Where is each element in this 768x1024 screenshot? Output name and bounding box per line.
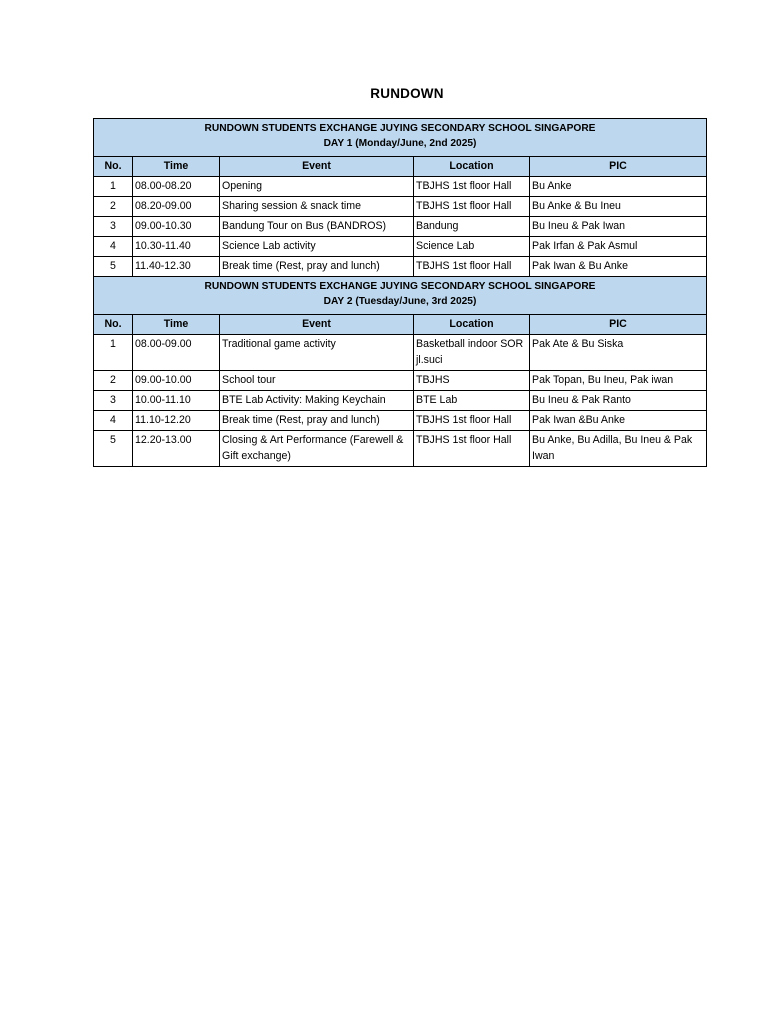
row-time: 10.00-11.10 <box>133 391 220 411</box>
row-no: 4 <box>94 411 133 431</box>
row-event: School tour <box>220 371 414 391</box>
row-location: TBJHS 1st floor Hall <box>414 411 530 431</box>
table-row <box>94 411 707 431</box>
row-no: 3 <box>94 391 133 411</box>
col-time-header: Time <box>133 315 220 335</box>
row-pic: Pak Topan, Bu Ineu, Pak iwan <box>530 371 707 391</box>
row-event: BTE Lab Activity: Making Keychain <box>220 391 414 411</box>
row-pic: Pak Irfan & Pak Asmul <box>530 237 707 257</box>
table-row <box>94 257 707 277</box>
col-no-header: No. <box>94 157 133 177</box>
row-location: TBJHS 1st floor Hall <box>414 257 530 277</box>
row-location: TBJHS 1st floor Hall <box>414 177 530 197</box>
row-pic: Bu Anke, Bu Adilla, Bu Ineu & Pak Iwan <box>530 431 707 467</box>
row-event: Sharing session & snack time <box>220 197 414 217</box>
day1-banner-cell <box>94 119 707 157</box>
row-time: 08.00-08.20 <box>133 177 220 197</box>
row-time: 09.00-10.00 <box>133 371 220 391</box>
row-no: 1 <box>94 335 133 371</box>
row-event: Closing & Art Performance (Farewell & Gift exchange) <box>220 431 414 467</box>
day1-heading: RUNDOWN STUDENTS EXCHANGE JUYING SECONDARY SCHOOL SINGAPORE <box>204 123 596 134</box>
day1-header-row <box>94 157 707 177</box>
row-pic: Bu Anke <box>530 177 707 197</box>
day2-header-row <box>94 315 707 335</box>
row-no: 2 <box>94 197 133 217</box>
day2-banner <box>94 277 707 315</box>
row-event: Science Lab activity <box>220 237 414 257</box>
table-row <box>94 431 707 467</box>
row-no: 5 <box>94 257 133 277</box>
row-event: Opening <box>220 177 414 197</box>
row-pic: Bu Anke & Bu Ineu <box>530 197 707 217</box>
row-event: Traditional game activity <box>220 335 414 371</box>
row-no: 1 <box>94 177 133 197</box>
row-location: Bandung <box>414 217 530 237</box>
row-location: TBJHS 1st floor Hall <box>414 431 530 467</box>
row-time: 09.00-10.30 <box>133 217 220 237</box>
row-time: 08.00-09.00 <box>133 335 220 371</box>
row-pic: Pak Iwan & Bu Anke <box>530 257 707 277</box>
row-no: 3 <box>94 217 133 237</box>
row-location: BTE Lab <box>414 391 530 411</box>
table-row <box>94 371 707 391</box>
table-row <box>94 217 707 237</box>
day1-subheading: DAY 1 (Monday/June, 2nd 2025) <box>323 138 477 149</box>
col-event-header: Event <box>220 157 414 177</box>
row-time: 08.20-09.00 <box>133 197 220 217</box>
row-location: TBJHS <box>414 371 530 391</box>
row-time: 10.30-11.40 <box>133 237 220 257</box>
row-no: 5 <box>94 431 133 467</box>
row-event: Break time (Rest, pray and lunch) <box>220 411 414 431</box>
row-no: 4 <box>94 237 133 257</box>
col-event-header: Event <box>220 315 414 335</box>
page-title: RUNDOWN <box>370 86 444 101</box>
row-time: 11.10-12.20 <box>133 411 220 431</box>
col-location-header: Location <box>414 315 530 335</box>
row-location: TBJHS 1st floor Hall <box>414 197 530 217</box>
row-no: 2 <box>94 371 133 391</box>
day2-banner-cell <box>94 277 707 315</box>
day2-heading: RUNDOWN STUDENTS EXCHANGE JUYING SECONDARY SCHOOL SINGAPORE <box>204 281 596 292</box>
row-pic: Pak Iwan &Bu Anke <box>530 411 707 431</box>
row-event: Bandung Tour on Bus (BANDROS) <box>220 217 414 237</box>
day1-banner <box>94 119 707 157</box>
row-time: 11.40-12.30 <box>133 257 220 277</box>
row-location: Science Lab <box>414 237 530 257</box>
row-pic: Pak Ate & Bu Siska <box>530 335 707 371</box>
table-row <box>94 335 707 371</box>
row-pic: Bu Ineu & Pak Iwan <box>530 217 707 237</box>
row-location: Basketball indoor SOR jl.suci <box>414 335 530 371</box>
row-event: Break time (Rest, pray and lunch) <box>220 257 414 277</box>
table-row <box>94 177 707 197</box>
col-pic-header: PIC <box>530 315 707 335</box>
table-row <box>94 197 707 217</box>
day2-subheading: DAY 2 (Tuesday/June, 3rd 2025) <box>323 296 477 307</box>
table-row <box>94 391 707 411</box>
col-no-header: No. <box>94 315 133 335</box>
rundown-table <box>93 118 707 467</box>
col-time-header: Time <box>133 157 220 177</box>
table-row <box>94 237 707 257</box>
row-time: 12.20-13.00 <box>133 431 220 467</box>
col-location-header: Location <box>414 157 530 177</box>
row-pic: Bu Ineu & Pak Ranto <box>530 391 707 411</box>
col-pic-header: PIC <box>530 157 707 177</box>
